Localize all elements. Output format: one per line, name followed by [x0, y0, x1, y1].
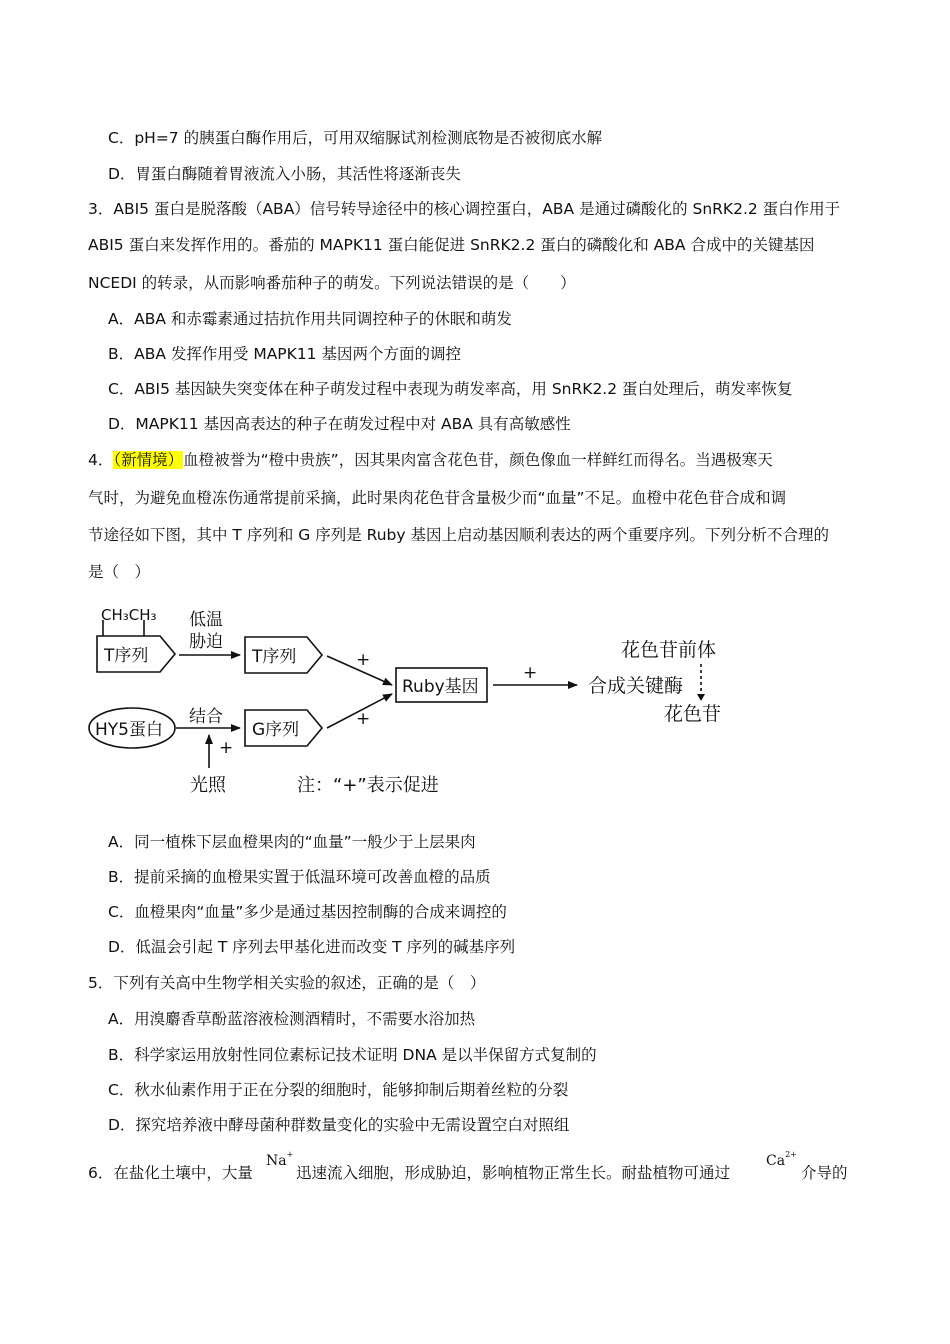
q3-stem-line1: 3．ABI5 蛋白是脱落酸（ABA）信号转导途径中的核心调控蛋白，ABA 是通过磷酸化的 SnRK2.2 蛋白作用于	[88, 200, 841, 218]
g-sequence-label: G序列	[252, 720, 300, 740]
q3-option-b: B．ABA 发挥作用受 MAPK11 基因两个方面的调控	[108, 345, 461, 363]
q3-option-c: C．ABI5 基因缺失突变体在种子萌发过程中表现为萌发率高，用 SnRK2.2 蛋白处理后，萌发率恢复	[108, 380, 793, 398]
precursor-label: 花色苷前体	[621, 639, 717, 661]
q4-option-a: A．同一植株下层血橙果肉的“血量”一般少于上层果肉	[108, 833, 476, 851]
ruby-gene-label: Ruby基因	[402, 677, 479, 697]
low-temp-label-2: 胁迫	[189, 632, 223, 652]
t-sequence-label-1: T序列	[104, 646, 149, 666]
diagram-note: 注：“+”表示促进	[297, 775, 439, 796]
q5-option-b: B．科学家运用放射性同位素标记技术证明 DNA 是以半保留方式复制的	[108, 1046, 597, 1064]
q4-option-c: C．血橙果肉“血量”多少是通过基因控制酶的合成来调控的	[108, 903, 507, 921]
q3-stem-line2: ABI5 蛋白来发挥作用的。番茄的 MAPK11 蛋白能促进 SnRK2.2 蛋白的磷酸化和 ABA 合成中的关键基因	[88, 236, 815, 254]
sodium-ion: Na+	[266, 1150, 294, 1169]
t-sequence-label-2: T序列	[252, 647, 297, 667]
q4-number: 4．	[88, 451, 114, 469]
low-temp-label-1: 低温	[189, 610, 223, 630]
q4-stem-line4: 是（ ）	[88, 563, 151, 581]
q4-option-d: D．低温会引起 T 序列去甲基化进而改变 T 序列的碱基序列	[108, 938, 516, 956]
q5-option-d: D．探究培养液中酵母菌种群数量变化的实验中无需设置空白对照组	[108, 1116, 570, 1134]
q6-stem-part3: 介导的	[801, 1164, 848, 1182]
light-label: 光照	[190, 775, 226, 796]
plus-sign-g: +	[356, 709, 371, 729]
plus-sign-ruby: +	[523, 663, 538, 683]
anthocyanin-pathway-diagram	[85, 598, 735, 803]
q4-option-b: B．提前采摘的血橙果实置于低温环境可改善血橙的品质	[108, 868, 491, 886]
anthocyanin-label: 花色苷	[664, 703, 722, 725]
q3-option-a: A．ABA 和赤霉素通过拮抗作用共同调控种子的休眠和萌发	[108, 310, 512, 328]
hy5-label: HY5蛋白	[95, 720, 163, 740]
q4-stem-text: 血橙被誉为“橙中贵族”，因其果肉富含花色苷，颜色像血一样鲜红而得名。当遇极寒天	[183, 451, 773, 469]
q6-stem-part2: 迅速流入细胞，形成胁迫，影响植物正常生长。耐盐植物可通过	[296, 1164, 731, 1182]
q4-stem-line1	[88, 450, 773, 470]
methyl-label: CH₃CH₃	[101, 606, 157, 624]
q5-option-c: C．秋水仙素作用于正在分裂的细胞时，能够抑制后期着丝粒的分裂	[108, 1081, 569, 1099]
bind-label: 结合	[189, 707, 223, 727]
q6-stem-part1: 6．在盐化土壤中，大量	[88, 1164, 253, 1182]
precursor-arrowhead	[697, 694, 705, 701]
q3-stem-line3: NCEDI 的转录，从而影响番茄种子的萌发。下列说法错误的是（ ）	[88, 274, 576, 292]
q4-stem-line3: 节途径如下图，其中 T 序列和 G 序列是 Ruby 基因上启动基因顺利表达的两个重要序列。下列分析不合理的	[88, 526, 829, 544]
q2-option-d: D．胃蛋白酶随着胃液流入小肠，其活性将逐渐丧失	[108, 165, 461, 183]
q4-new-context-tag: （新情境）	[113, 451, 184, 469]
calcium-ion: $Ca^{2+}$	[766, 1150, 797, 1169]
q5-stem: 5．下列有关高中生物学相关实验的叙述，正确的是（ ）	[88, 974, 486, 992]
q2-option-c: C．pH=7 的胰蛋白酶作用后，可用双缩脲试剂检测底物是否被彻底水解	[108, 129, 603, 147]
plus-sign-t: +	[356, 650, 371, 670]
q4-stem-line2: 气时，为避免血橙冻伤通常提前采摘，此时果肉花色苷含量极少而“血量”不足。血橙中花色苷合成和调	[88, 489, 787, 507]
plus-sign-light: +	[219, 738, 234, 758]
q5-option-a: A．用溴麝香草酚蓝溶液检测酒精时，不需要水浴加热	[108, 1010, 476, 1028]
q3-option-d: D．MAPK11 基因高表达的种子在萌发过程中对 ABA 具有高敏感性	[108, 415, 571, 433]
key-enzyme-label: 合成关键酶	[588, 675, 684, 697]
